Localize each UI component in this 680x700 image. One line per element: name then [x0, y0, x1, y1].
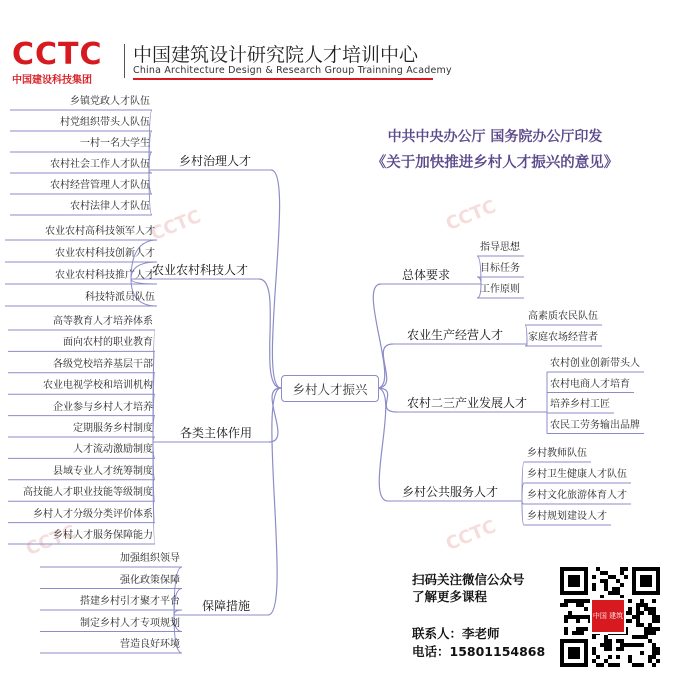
- academy-title: 中国建筑设计研究院人才培训中心: [133, 44, 419, 66]
- left-leaf-node: 农村法律人才队伍: [70, 201, 150, 212]
- right-leaf-node: 高素质农民队伍: [528, 311, 598, 322]
- contact-label: 联系人：: [412, 626, 463, 641]
- right-branch-label: 农业生产经营人才: [406, 328, 503, 342]
- left-leaf-node: 乡镇党政人才队伍: [70, 96, 150, 107]
- left-leaf-node: 农业电视学校和培训机构: [43, 380, 153, 392]
- left-branch-label: 保障措施: [201, 599, 250, 613]
- promo-line-1: 扫码关注微信公众号: [412, 572, 525, 587]
- left-leaf-node: 农村社会工作人才队伍: [50, 159, 150, 170]
- right-leaf-node: 农村创业创新带头人: [550, 358, 640, 369]
- right-leaf-node: 乡村卫生健康人才队伍: [527, 469, 627, 480]
- right-branch-label: 农村二三产业发展人才: [406, 396, 527, 410]
- document-title: 《关于加快推进乡村人才振兴的意见》: [371, 155, 619, 171]
- academy-english-title: China Architecture Design & Research Group Trainning Academy: [133, 65, 452, 76]
- left-leaf-node: 搭建乡村引才聚才平台: [80, 596, 180, 607]
- left-leaf-node: 县域专业人才统筹制度: [53, 465, 153, 477]
- right-branch-label: 总体要求: [401, 268, 450, 282]
- right-branch-connector: [377, 388, 397, 412]
- right-branch-label: 乡村公共服务人才: [401, 485, 498, 499]
- left-leaf-node: 定期服务乡村制度: [73, 423, 153, 434]
- left-branch-label: 各类主体作用: [179, 426, 252, 440]
- contact-name: 李老师: [462, 626, 500, 641]
- left-leaf-node: 农业农村科技推广人才: [55, 270, 155, 281]
- left-leaf-node: 一村一名大学生: [80, 138, 150, 149]
- right-leaf-node: 目标任务: [480, 263, 520, 274]
- left-leaf-node: 营造良好环境: [120, 639, 180, 650]
- left-leaf-node: 村党组织带头人队伍: [60, 117, 150, 128]
- right-leaf-node: 家庭农场经营者: [528, 332, 598, 343]
- right-leaf-node: 工作原则: [480, 284, 520, 295]
- right-leaf-node: 指导思想: [480, 242, 520, 253]
- left-leaf-node: 加强组织领导: [120, 553, 180, 564]
- left-leaf-node: 高等教育人才培养体系: [53, 316, 153, 327]
- logo-letters: CCTC: [12, 37, 103, 72]
- leaf-connector: [174, 610, 182, 615]
- left-leaf-node: 人才流动激励制度: [73, 444, 153, 456]
- mindmap-page: CCTC 中国建设科技集团 中国建筑设计研究院人才培训中心 China Architecture Design & Research Group Trainning Academy 中共中央办公厅 国务院办公厅印发 《关于加快推进乡村人才振兴的意见》 CCTC CCTC CCTC CCTC 乡村治理人才 乡镇党政人才队伍 村党组织带头人队伍 一村一名大学生 农村社会工作人才队伍 农村经营管理人才队伍 农村法律人才队伍 农业农村科技人才 农业农村高科技领军人才 农业农村科技创新人才 农业农村科技推广人才 科技特派员队伍 各类主体作用 高等教育人才培养体系 面向农村的职业教育 各级党校培养基层干部 农业电视学校和培训机构 企业参与乡村人才培养 定期服务乡村制度 人才流动激励制度 县域专业人才统筹制度 高技能人才职业技能等级制度 乡村人才分级分类评价体系 乡村人才服务保障能力 保障措施 加强组织领导 强化政策保障 搭建乡村引才聚才平台 制定乡村人才专项规划 营造良好环境 总体要求 指导思想 目标任务 工作原则 农业生产经营人才 高素质农民队伍 家庭农场经营者 农村二三产业发展人才 农村创业创新带头人 农村电商人才培育 培养乡村工匠 农民工劳务输出品牌 乡村公共服务人才 乡村教师队伍 乡村卫生健康人才队伍 乡村文化旅游体育人才 乡村规划建设人才 乡村人才振兴 扫码关注微信公众号 了解更多课程 联系人：李老师 电话：15801154868 中国 建筑: [0, 0, 680, 700]
- right-leaf-node: 农民工劳务输出品牌: [550, 419, 640, 431]
- left-branch-label: 乡村治理人才: [178, 154, 251, 168]
- left-leaf-node: 农业农村高科技领军人才: [45, 226, 155, 237]
- leaf-connector: [525, 325, 527, 344]
- left-leaf-node: 乡村人才服务保障能力: [53, 530, 153, 541]
- left-leaf-node: 农村经营管理人才队伍: [50, 180, 150, 191]
- right-leaf-node: 农村电商人才培育: [550, 378, 630, 390]
- right-branch-connector: [377, 344, 393, 388]
- left-leaf-node: 面向农村的职业教育: [63, 337, 153, 349]
- right-leaf-node: 乡村规划建设人才: [527, 511, 607, 522]
- contact-row: [412, 624, 500, 642]
- mindmap-root: 乡村人才振兴: [281, 375, 379, 402]
- phone-row: [412, 642, 545, 660]
- left-leaf-node: 企业参与乡村人才培养: [53, 401, 153, 413]
- left-leaf-node: 乡村人才分级分类评价体系: [33, 508, 153, 520]
- promo-line-2: 了解更多课程: [412, 589, 488, 604]
- right-leaf-node: 培养乡村工匠: [550, 399, 610, 410]
- left-leaf-node: 各级党校培养基层干部: [53, 358, 153, 370]
- phone-label: 电话：: [412, 644, 450, 659]
- qr-badge: 中国 建筑: [590, 598, 626, 634]
- logo-subtitle: 中国建设科技集团: [12, 75, 92, 86]
- left-branch-label: 农业农村科技人才: [151, 263, 248, 277]
- leaf-connector: [522, 501, 524, 525]
- left-leaf-node: 制定乡村人才专项规划: [80, 617, 180, 629]
- left-leaf-node: 农业农村科技创新人才: [55, 248, 155, 259]
- right-leaf-node: 乡村教师队伍: [527, 448, 587, 459]
- right-branch-connector: [373, 284, 384, 388]
- left-leaf-node: 科技特派员队伍: [85, 292, 155, 303]
- left-branch-connector: [271, 170, 281, 388]
- left-leaf-node: 高技能人才职业技能等级制度: [23, 487, 153, 499]
- right-leaf-node: 乡村文化旅游体育人才: [527, 490, 627, 501]
- document-issuer: 中共中央办公厅 国务院办公厅印发: [387, 129, 603, 145]
- phone-number[interactable]: 15801154868: [449, 644, 546, 659]
- left-branch-connector: [268, 388, 281, 615]
- left-branch-connector: [259, 279, 281, 388]
- left-leaf-node: 强化政策保障: [120, 574, 180, 586]
- leaf-connector: [153, 437, 155, 442]
